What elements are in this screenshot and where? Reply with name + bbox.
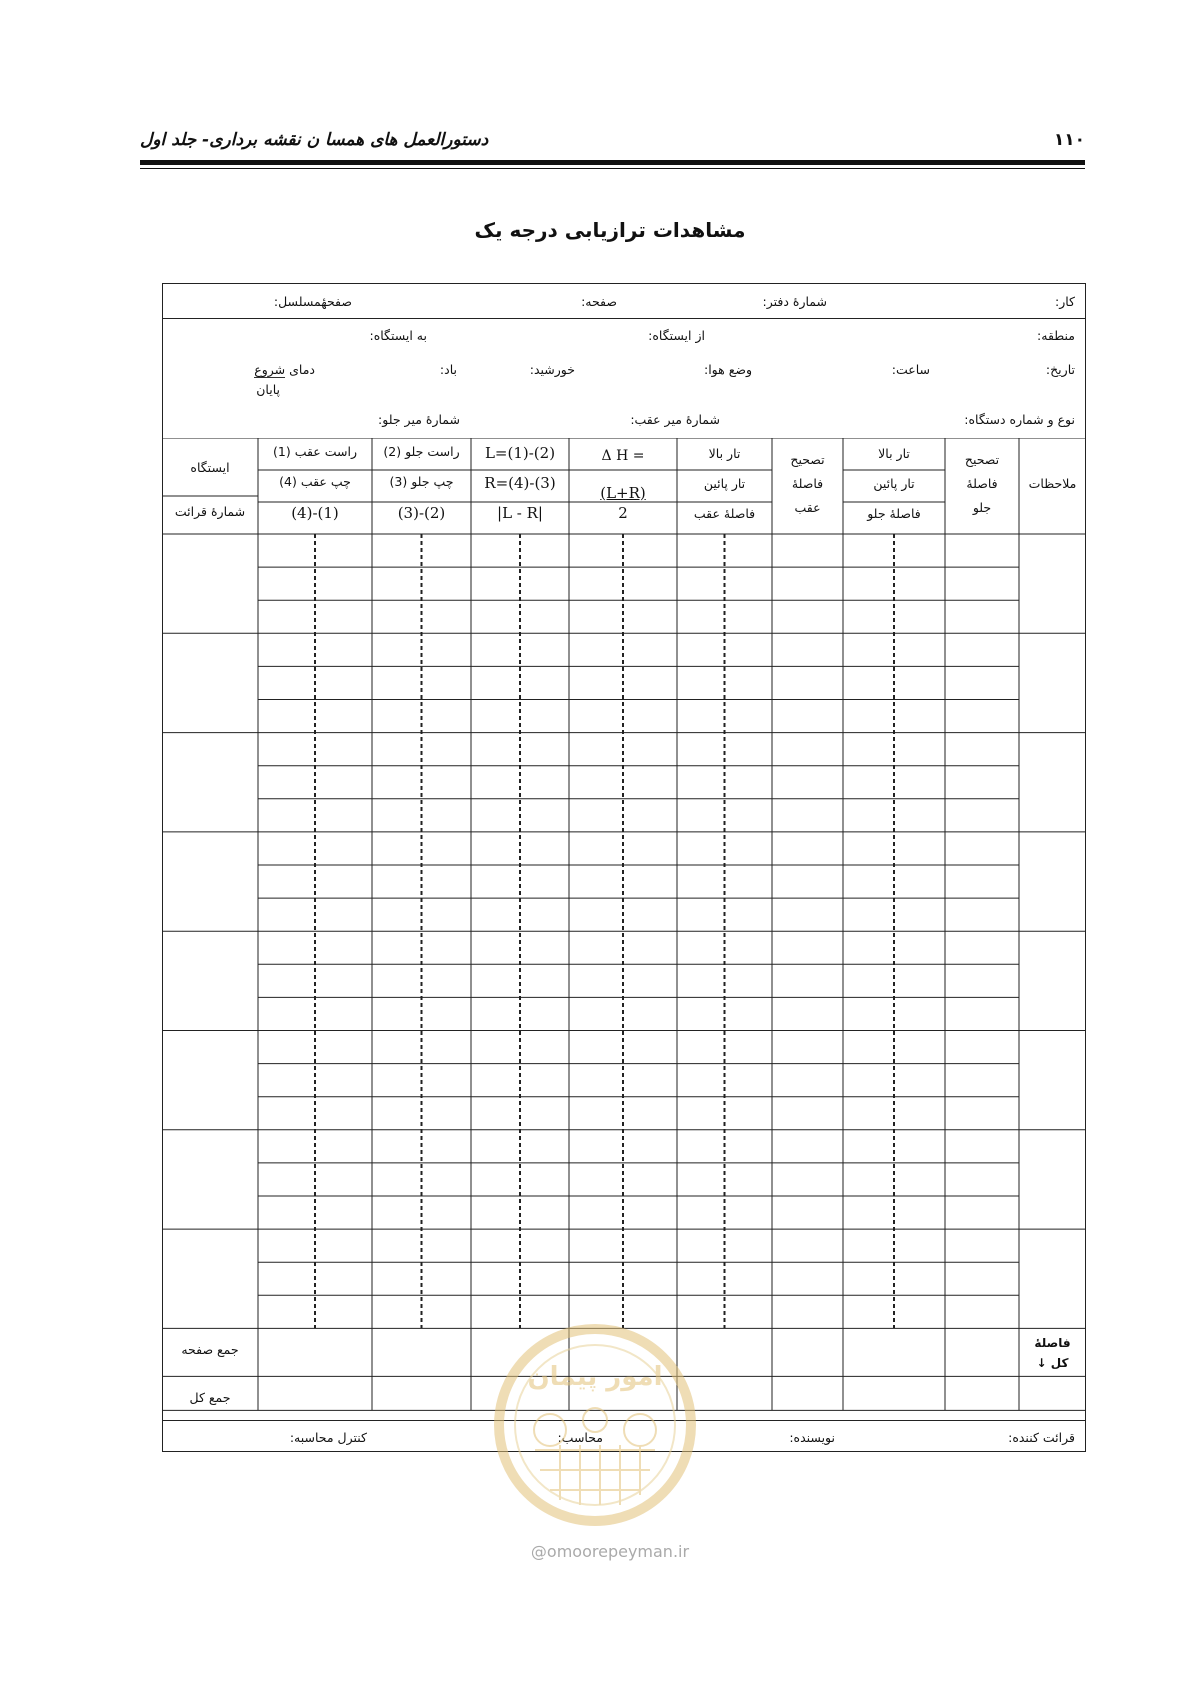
header-rule-thin (140, 168, 1085, 169)
document-title: مشاهدات ترازیابی درجه یک (474, 218, 746, 242)
total-distance-1: فاصلهٔ (1034, 1336, 1071, 1350)
label-daftar: شمارهٔ دفتر: (762, 294, 827, 309)
label-mir-aghab: شمارهٔ میر عقب: (630, 412, 720, 427)
formula-R: R=(4)-(3) (484, 474, 556, 492)
front-bottom-hair: تار پائین (873, 476, 915, 491)
label-writer: نویسنده: (789, 1430, 835, 1445)
label-calculator: محاسب: (557, 1430, 603, 1445)
col-notes: ملاحظات (1028, 476, 1077, 491)
header-rule-thick (140, 160, 1085, 165)
formula-abs-LR: |L - R| (497, 504, 543, 522)
col-istgah: ایستگاه (190, 460, 230, 475)
page-number: ۱۱۰ (1053, 130, 1085, 150)
label-reader: قرائت کننده: (1008, 1430, 1075, 1445)
label-mir-jelo: شمارهٔ میر جلو: (378, 412, 460, 427)
label-calc-control: کنترل محاسبه: (289, 1430, 367, 1445)
back-top-hair: تار بالا (708, 446, 741, 461)
label-safhe: صفحه: (581, 294, 617, 309)
col-qerat-number: شمارهٔ قرائت (174, 504, 246, 519)
label-payan: پایان (256, 382, 280, 397)
front-distance: فاصلهٔ جلو (867, 506, 921, 521)
delta-h-numerator: (L+R) (600, 484, 646, 502)
total-distance-2: کل ↓ (1036, 1356, 1069, 1370)
label-saat: ساعت: (891, 362, 930, 377)
label-tarikh: تاریخ: (1045, 362, 1075, 377)
back-correction-2: فاصلهٔ (791, 476, 824, 491)
svg-text:امور پیمان: امور پیمان (527, 1362, 663, 1392)
running-title: دستورالعمل های همسا ن نقشه برداری- جلد اول (140, 130, 489, 150)
delta-h-label: Δ H = (601, 448, 645, 464)
front-correction-3: جلو (972, 500, 992, 515)
grid-lines (162, 438, 1086, 1420)
label-az-istgah: از ایستگاه: (648, 328, 705, 343)
watermark-site: @omoorepeyman.ir (530, 1542, 690, 1561)
front-left-reading: چپ جلو (3) (389, 474, 454, 489)
label-mantaghe: منطقه: (1037, 328, 1075, 343)
back-bottom-hair: تار پائین (703, 476, 746, 491)
formula-L: L=(1)-(2) (484, 444, 556, 462)
front-correction-2: فاصلهٔ (966, 476, 998, 491)
back-correction-1: تصحیح (790, 452, 825, 467)
front-correction-1: تصحیح (964, 452, 1000, 467)
divider (163, 318, 1085, 319)
back-right-reading: راست عقب (1) (273, 444, 357, 459)
sum-page: جمع صفحه (181, 1342, 239, 1357)
front-difference: (3)-(2) (397, 504, 446, 522)
front-right-reading: راست جلو (2) (383, 444, 460, 459)
label-kar: کار: (1054, 294, 1075, 309)
watermark-seal (490, 1320, 700, 1530)
back-distance: فاصلهٔ عقب (693, 506, 756, 521)
label-bad: باد: (439, 362, 457, 377)
back-difference: (4)-(1) (291, 504, 339, 522)
label-dastgah: نوع و شماره دستگاه: (964, 412, 1075, 427)
front-top-hair: تار بالا (878, 446, 910, 461)
label-vaz-hava: وضع هوا: (703, 362, 752, 377)
label-khorshid: خورشید: (529, 362, 575, 377)
delta-h-denominator: 2 (618, 504, 628, 522)
back-left-reading: چپ عقب (4) (279, 474, 351, 489)
label-dama: دمای شروع (254, 362, 315, 377)
label-be-istgah: به ایستگاه: (369, 328, 427, 343)
label-mosalsal: صفحهٔمسلسل: (273, 294, 352, 309)
back-correction-3: عقب (794, 500, 821, 515)
sum-total: جمع کل (189, 1390, 231, 1405)
